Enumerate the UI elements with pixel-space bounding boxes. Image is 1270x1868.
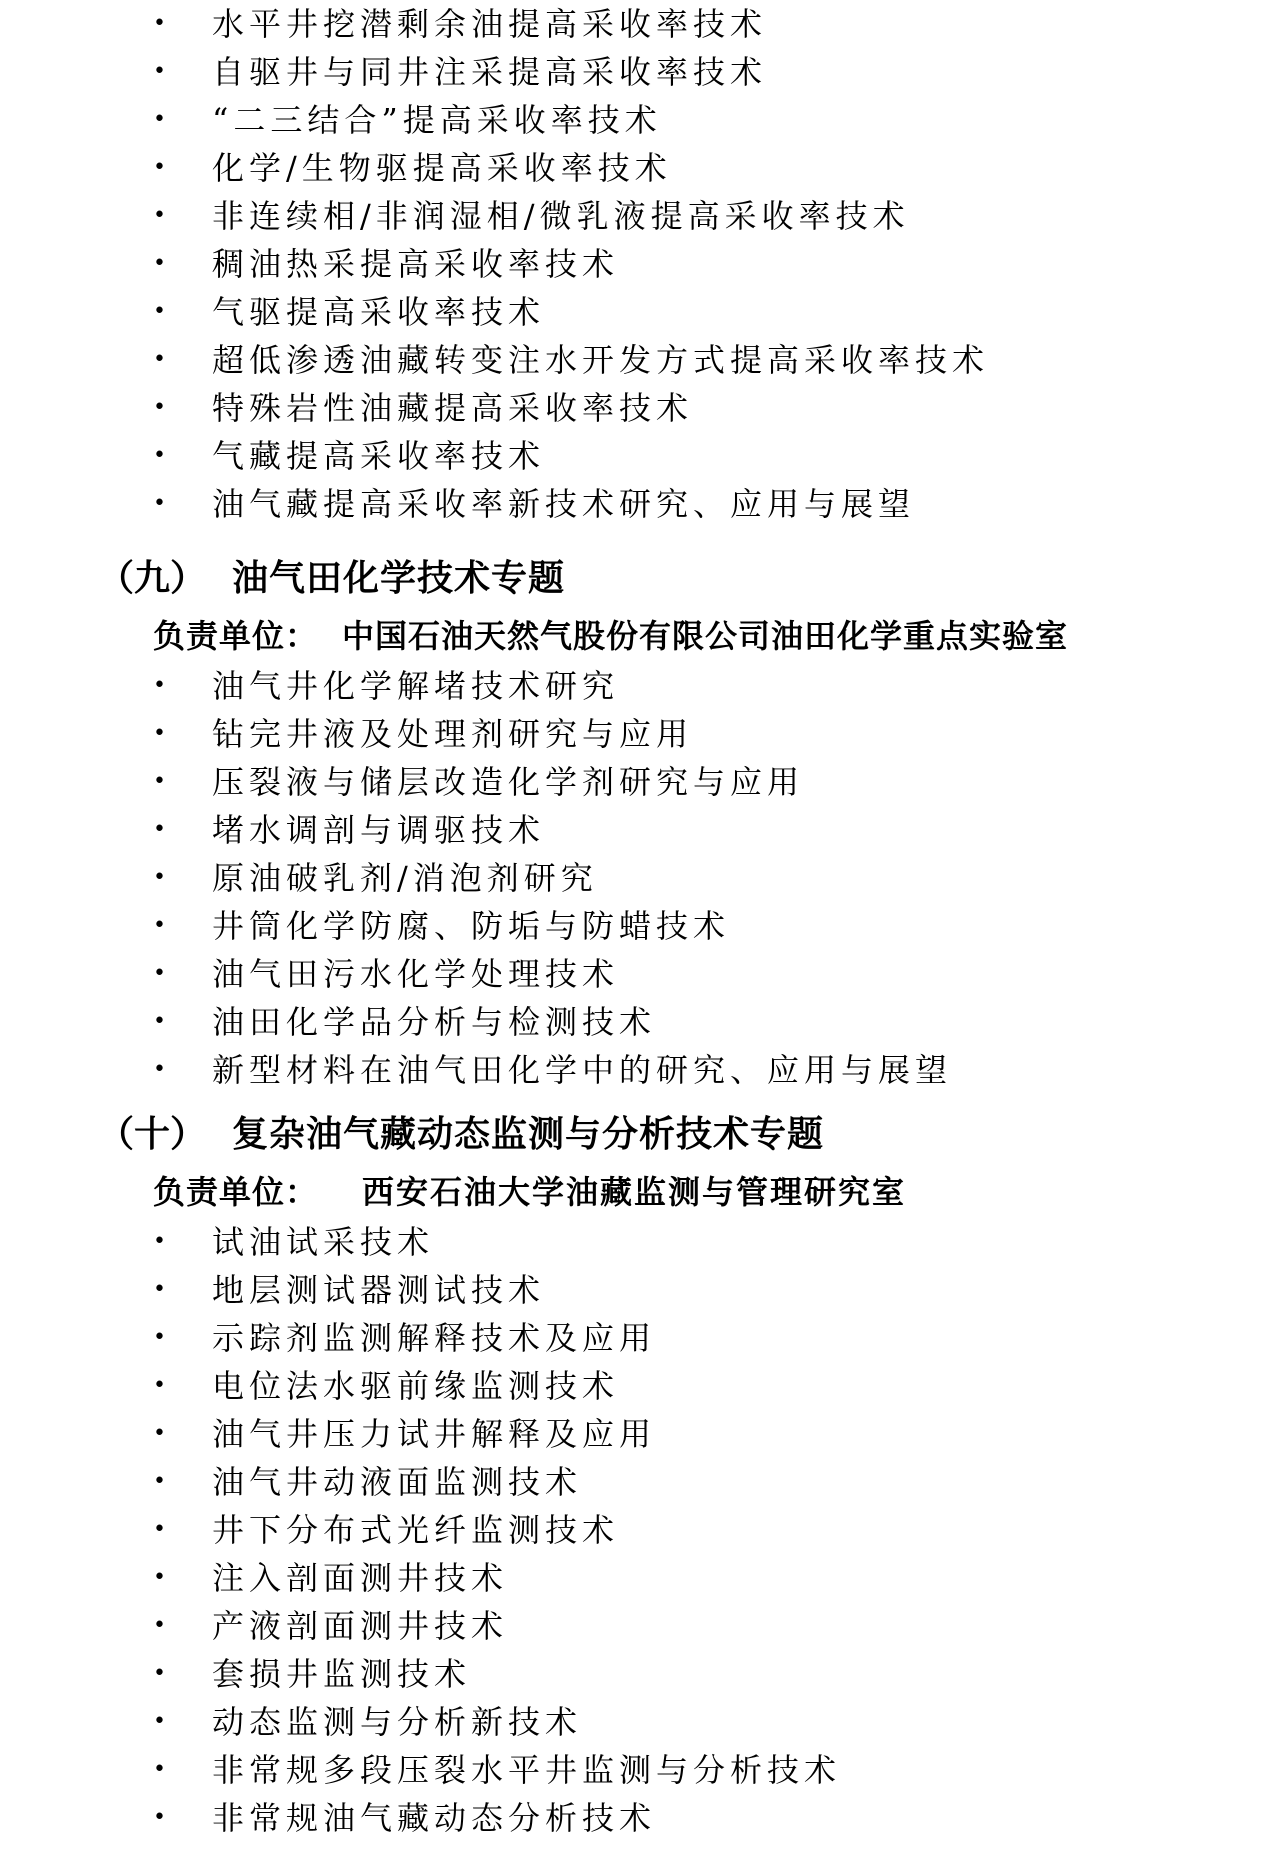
bullet-glyph: • (153, 865, 166, 890)
bullet-glyph: • (153, 1421, 166, 1446)
list-item (0, 1506, 1270, 1554)
list-item-text: 压裂液与储层改造化学剂研究与应用 (212, 763, 805, 801)
list-item-text: 油气井化学解堵技术研究 (212, 667, 620, 705)
list-item (0, 96, 1270, 144)
bullet-glyph: • (153, 1709, 166, 1734)
list-item (0, 1218, 1270, 1266)
list-item-text: 油气田污水化学处理技术 (212, 955, 620, 993)
bullet-glyph: • (153, 155, 166, 180)
bullet-glyph: • (153, 347, 166, 372)
list-item (0, 1266, 1270, 1314)
section-heading (0, 1104, 1270, 1166)
list-item-text: 气藏提高采收率技术 (212, 437, 546, 475)
bullet-glyph: • (153, 1325, 166, 1350)
list-item-text: 电位法水驱前缘监测技术 (212, 1367, 620, 1405)
bullet-glyph: • (153, 1057, 166, 1082)
list-item-text: 堵水调剖与调驱技术 (212, 811, 546, 849)
bullet-glyph: • (153, 203, 166, 228)
list-item-text: 化学/生物驱提高采收率技术 (212, 149, 672, 187)
bullet-glyph: • (153, 443, 166, 468)
list-item-text: 非常规油气藏动态分析技术 (212, 1799, 657, 1837)
list-item-text: 油气藏提高采收率新技术研究、应用与展望 (212, 485, 916, 523)
list-item (0, 1698, 1270, 1746)
responsible-unit-line (0, 610, 1270, 662)
list-item-text: 试油试采技术 (212, 1223, 435, 1261)
bullet-glyph: • (153, 961, 166, 986)
list-item-text: 油气井动液面监测技术 (212, 1463, 583, 1501)
list-item (0, 1554, 1270, 1602)
bullet-glyph: • (153, 107, 166, 132)
bullet-glyph: • (153, 1277, 166, 1302)
list-item-text: 产液剖面测井技术 (212, 1607, 509, 1645)
continued-bullet-list (0, 0, 1270, 528)
topic-list (0, 1218, 1270, 1842)
list-item (0, 144, 1270, 192)
list-item (0, 384, 1270, 432)
section-number: （九） (98, 558, 207, 599)
list-item-text: 钻完井液及处理剂研究与应用 (212, 715, 694, 753)
list-item-text: “二三结合”提高采收率技术 (212, 101, 662, 139)
list-item (0, 854, 1270, 902)
bullet-glyph: • (153, 491, 166, 516)
list-item (0, 1746, 1270, 1794)
section-oilfield-chemistry (0, 548, 1270, 1094)
bullet-glyph: • (153, 11, 166, 36)
list-item-text: 稠油热采提高采收率技术 (212, 245, 620, 283)
list-item (0, 902, 1270, 950)
list-item (0, 432, 1270, 480)
list-item (0, 806, 1270, 854)
section-title: 油气田化学技术专题 (232, 558, 566, 599)
bullet-glyph: • (153, 673, 166, 698)
list-item-text: 井筒化学防腐、防垢与防蜡技术 (212, 907, 731, 945)
list-item-text: 水平井挖潜剩余油提高采收率技术 (212, 5, 768, 43)
bullet-glyph: • (153, 913, 166, 938)
list-item (0, 1314, 1270, 1362)
bullet-glyph: • (153, 1373, 166, 1398)
list-item-text: 原油破乳剂/消泡剂研究 (212, 859, 598, 897)
list-item (0, 336, 1270, 384)
list-item-text: 气驱提高采收率技术 (212, 293, 546, 331)
list-item (0, 1458, 1270, 1506)
list-item-text: 非连续相/非润湿相/微乳液提高采收率技术 (212, 197, 910, 235)
bullet-glyph: • (153, 1229, 166, 1254)
bullet-glyph: • (153, 1469, 166, 1494)
list-item-text: 井下分布式光纤监测技术 (212, 1511, 620, 1549)
bullet-glyph: • (153, 817, 166, 842)
list-item (0, 1602, 1270, 1650)
list-item (0, 0, 1270, 48)
bullet-glyph: • (153, 721, 166, 746)
list-item (0, 240, 1270, 288)
list-item-text: 示踪剂监测解释技术及应用 (212, 1319, 657, 1357)
list-item-text: 超低渗透油藏转变注水开发方式提高采收率技术 (212, 341, 990, 379)
responsible-label: 负责单位： (153, 1173, 319, 1211)
list-item (0, 192, 1270, 240)
bullet-glyph: • (153, 1613, 166, 1638)
bullet-glyph: • (153, 1661, 166, 1686)
bullet-glyph: • (153, 1805, 166, 1830)
list-item (0, 950, 1270, 998)
list-item-text: 动态监测与分析新技术 (212, 1703, 583, 1741)
list-item (0, 1794, 1270, 1842)
section-number: （十） (98, 1114, 207, 1155)
list-item (0, 758, 1270, 806)
list-item (0, 480, 1270, 528)
list-item (0, 1650, 1270, 1698)
bullet-glyph: • (153, 1757, 166, 1782)
list-item (0, 662, 1270, 710)
responsible-unit: 中国石油天然气股份有限公司油田化学重点实验室 (342, 617, 1069, 655)
responsible-unit-line (0, 1166, 1270, 1218)
bullet-glyph: • (153, 1565, 166, 1590)
bullet-glyph: • (153, 1517, 166, 1542)
list-item (0, 1410, 1270, 1458)
bullet-glyph: • (153, 299, 166, 324)
list-item-text: 自驱井与同井注采提高采收率技术 (212, 53, 768, 91)
list-item (0, 1046, 1270, 1094)
list-item (0, 710, 1270, 758)
bullet-glyph: • (153, 769, 166, 794)
list-item-text: 油气井压力试井解释及应用 (212, 1415, 657, 1453)
list-item-text: 套损井监测技术 (212, 1655, 472, 1693)
list-item (0, 288, 1270, 336)
list-item-text: 地层测试器测试技术 (212, 1271, 546, 1309)
list-item (0, 1362, 1270, 1410)
list-item-text: 新型材料在油气田化学中的研究、应用与展望 (212, 1051, 953, 1089)
bullet-glyph: • (153, 251, 166, 276)
topic-list (0, 662, 1270, 1094)
list-item-text: 注入剖面测井技术 (212, 1559, 509, 1597)
responsible-label: 负责单位： (153, 617, 319, 655)
section-dynamic-monitoring (0, 1104, 1270, 1842)
bullet-glyph: • (153, 1009, 166, 1034)
bullet-glyph: • (153, 59, 166, 84)
list-item-text: 非常规多段压裂水平井监测与分析技术 (212, 1751, 842, 1789)
list-item-text: 油田化学品分析与检测技术 (212, 1003, 657, 1041)
responsible-unit: 西安石油大学油藏监测与管理研究室 (362, 1173, 907, 1211)
list-item-text: 特殊岩性油藏提高采收率技术 (212, 389, 694, 427)
list-item (0, 48, 1270, 96)
bullet-glyph: • (153, 395, 166, 420)
list-item (0, 998, 1270, 1046)
section-title: 复杂油气藏动态监测与分析技术专题 (232, 1114, 825, 1155)
section-heading (0, 548, 1270, 610)
